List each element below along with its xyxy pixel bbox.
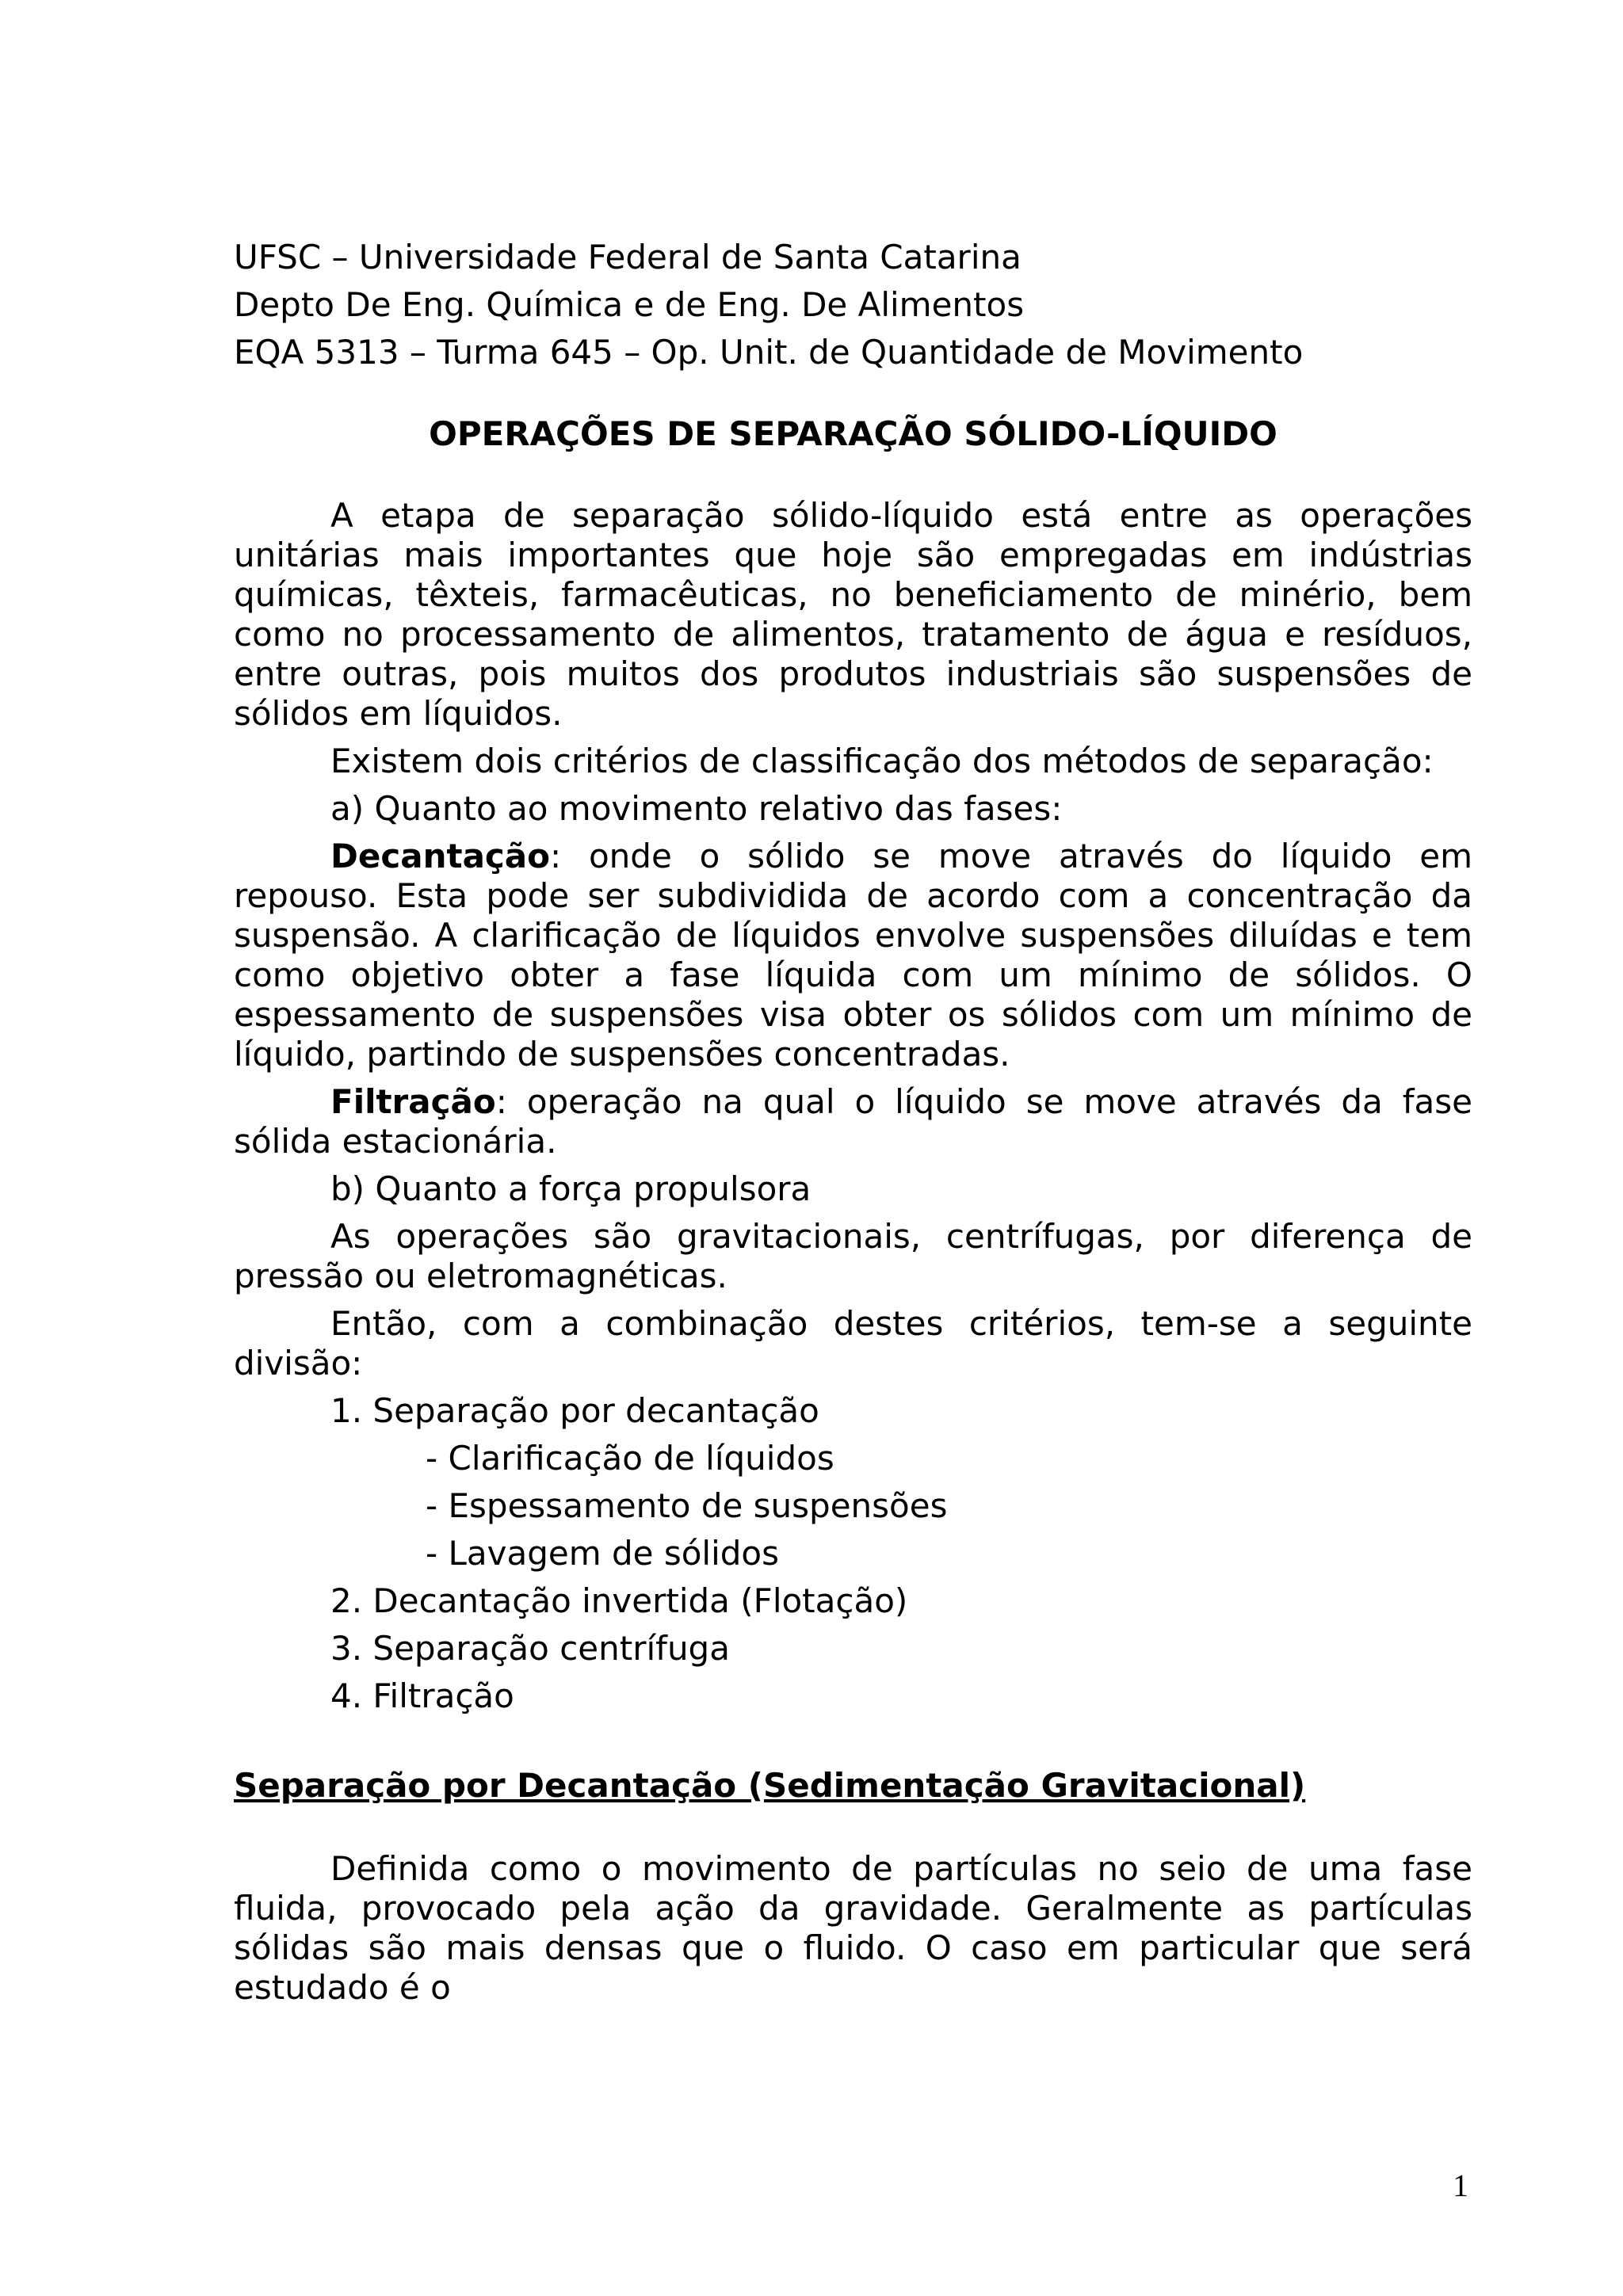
criteria-line: Existem dois critérios de classificação dos métodos de separação: (330, 742, 1434, 780)
decantacao-text: : onde o sólido se move através do líquido em repouso. Esta pode ser subdividida de acordo com a concentração da suspensão. A clarificação de líquidos envolve suspensões diluídas e tem como objetivo obter a fase líquida com um mínimo de sólidos. O espessamento de suspensões visa obter os sólidos com um mínimo de líquido, partindo de suspensões concentradas. (234, 837, 1472, 1074)
criterion-b: b) Quanto a força propulsora (330, 1169, 812, 1208)
filtracao-term: Filtração (330, 1082, 496, 1121)
list-item: 3. Separação centrífuga (330, 1629, 730, 1668)
decantacao-paragraph (234, 837, 1472, 1074)
list-subitem: - Espessamento de suspensões (426, 1486, 948, 1525)
intro-paragraph: A etapa de separação sólido-líquido está entre as operações unitárias mais importantes que hoje são empregadas em indústrias químicas, têxteis, farmacêuticas, no beneficiamento de minério, bem como no processamento de alimentos, tratamento de água e resíduos, entre outras, pois muitos dos produtos industriais são suspensões de sólidos em líquidos. (234, 496, 1472, 733)
header-course: EQA 5313 – Turma 645 – Op. Unit. de Quantidade de Movimento (234, 333, 1304, 372)
list-item: 2. Decantação invertida (Flotação) (330, 1581, 908, 1620)
list-item: 4. Filtração (330, 1676, 514, 1715)
section-paragraph: Definida como o movimento de partículas no seio de uma fase fluida, provocado pela ação da gravidade. Geralmente as partículas sólidas são mais densas que o fluido. O caso em particular que será estudado é o (234, 1849, 1472, 2007)
page-number: 1 (1453, 2168, 1468, 2203)
criterion-a: a) Quanto ao movimento relativo das fases: (330, 789, 1063, 828)
list-subitem: - Clarificação de líquidos (426, 1439, 834, 1478)
decantacao-term: Decantação (330, 837, 550, 875)
filtracao-paragraph (234, 1082, 1472, 1161)
combination-paragraph: Então, com a combinação destes critérios, tem-se a seguinte divisão: (234, 1304, 1472, 1383)
header-department: Depto De Eng. Química e de Eng. De Alimentos (234, 285, 1025, 324)
page-content (234, 238, 1472, 2016)
filtracao-text: : operação na qual o líquido se move através da fase sólida estacionária. (234, 1082, 1472, 1161)
operations-paragraph: As operações são gravitacionais, centrífugas, por diferença de pressão ou eletromagnéticas. (234, 1217, 1472, 1295)
header-university: UFSC – Universidade Federal de Santa Catarina (234, 238, 1022, 277)
section-heading: Separação por Decantação (Sedimentação Gravitacional) (234, 1766, 1306, 1805)
document-title: OPERAÇÕES DE SEPARAÇÃO SÓLIDO-LÍQUIDO (429, 414, 1277, 453)
list-item: 1. Separação por decantação (330, 1391, 819, 1430)
list-subitem: - Lavagem de sólidos (426, 1534, 780, 1573)
